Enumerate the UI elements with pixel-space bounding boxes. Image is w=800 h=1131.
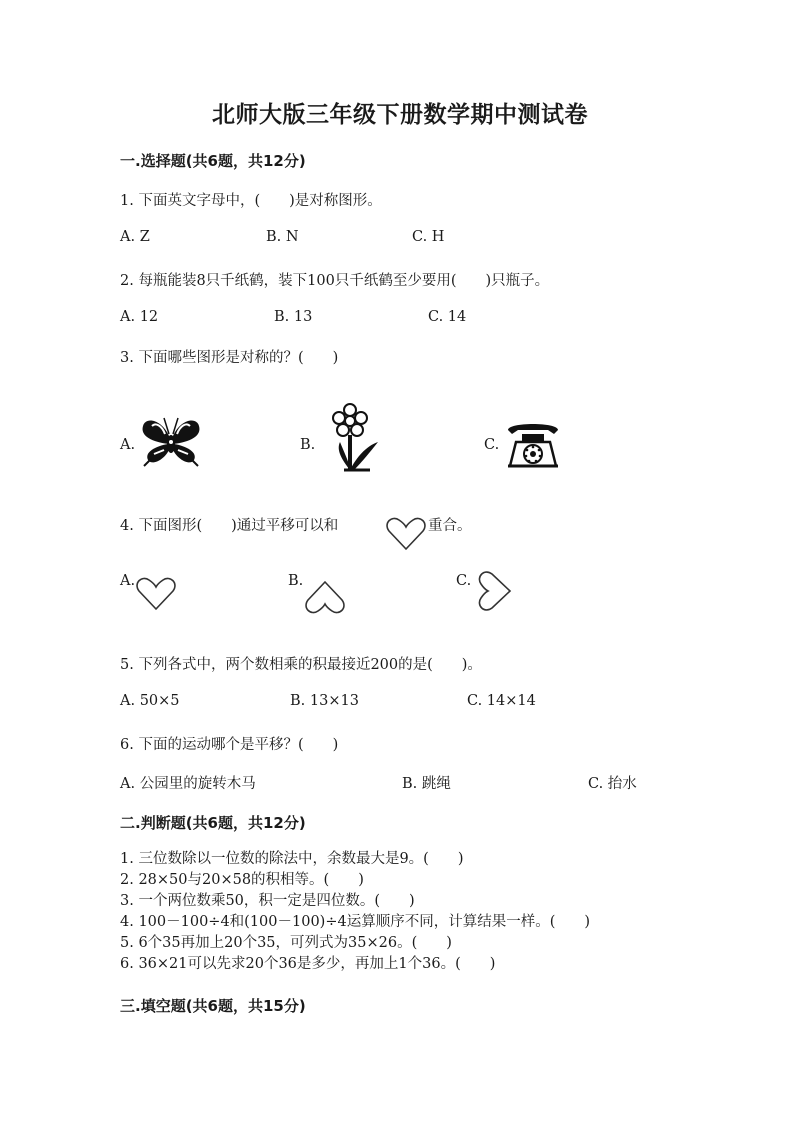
question-2-option-c[interactable]: C. 14: [428, 309, 467, 325]
page-title: 北师大版三年级下册数学期中测试卷: [212, 101, 588, 128]
judge-question-1: 1. 三位数除以一位数的除法中，余数最大是9。( ): [120, 851, 464, 867]
question-1-stem: 1. 下面英文字母中，( )是对称图形。: [120, 193, 382, 209]
question-4-option-a[interactable]: A.: [120, 573, 136, 589]
question-1-option-b[interactable]: B. N: [266, 229, 299, 245]
section-heading-judge: 二.判断题(共6题，共12分): [120, 814, 306, 832]
question-2-stem: 2. 每瓶能装8只千纸鹤，装下100只千纸鹤至少要用( )只瓶子。: [120, 273, 550, 289]
question-3-stem: 3. 下面哪些图形是对称的？( ): [120, 350, 339, 366]
question-1-option-a[interactable]: A. Z: [120, 229, 150, 245]
judge-question-5: 5. 6个35再加上20个35，可列式为35×26。( ): [120, 935, 452, 951]
question-4-stem-before: 4. 下面图形( )通过平移可以和: [120, 518, 339, 534]
judge-question-6: 6. 36×21可以先求20个36是多少，再加上1个36。( ): [120, 956, 496, 972]
butterfly-icon: [138, 414, 204, 466]
question-3-option-a[interactable]: A.: [120, 437, 136, 453]
question-6-option-a[interactable]: A. 公园里的旋转木马: [120, 776, 256, 792]
question-3-option-b[interactable]: B.: [300, 437, 316, 453]
heart-icon: [136, 577, 176, 611]
question-1-option-c[interactable]: C. H: [412, 229, 445, 245]
heart-rotated-right-icon: [472, 571, 512, 611]
judge-question-3: 3. 一个两位数乘50，积一定是四位数。( ): [120, 893, 415, 909]
question-6-option-c[interactable]: C. 抬水: [588, 776, 637, 792]
question-5-option-a[interactable]: A. 50×5: [120, 693, 180, 709]
question-4-option-c[interactable]: C.: [456, 573, 472, 589]
question-2-option-b[interactable]: B. 13: [274, 309, 313, 325]
heart-icon: [386, 517, 426, 551]
question-5-option-b[interactable]: B. 13×13: [290, 693, 359, 709]
flower-icon: [320, 404, 382, 472]
heart-rotated-icon: [304, 580, 346, 612]
question-6-stem: 6. 下面的运动哪个是平移？( ): [120, 737, 339, 753]
question-2-option-a[interactable]: A. 12: [120, 309, 159, 325]
question-6-option-b[interactable]: B. 跳绳: [402, 776, 451, 792]
section-heading-choice: 一.选择题(共6题，共12分): [120, 152, 306, 170]
question-4-stem-after: 重合。: [428, 518, 472, 534]
question-4-option-b[interactable]: B.: [288, 573, 304, 589]
question-5-stem: 5. 下列各式中，两个数相乘的积最接近200的是( )。: [120, 657, 482, 673]
telephone-icon: [504, 420, 562, 470]
question-3-option-c[interactable]: C.: [484, 437, 500, 453]
section-heading-fill: 三.填空题(共6题，共15分): [120, 997, 306, 1015]
judge-question-2: 2. 28×50与20×58的积相等。( ): [120, 872, 364, 888]
question-5-option-c[interactable]: C. 14×14: [467, 693, 536, 709]
judge-question-4: 4. 100－100÷4和(100－100)÷4运算顺序不同，计算结果一样。( ): [120, 914, 591, 930]
